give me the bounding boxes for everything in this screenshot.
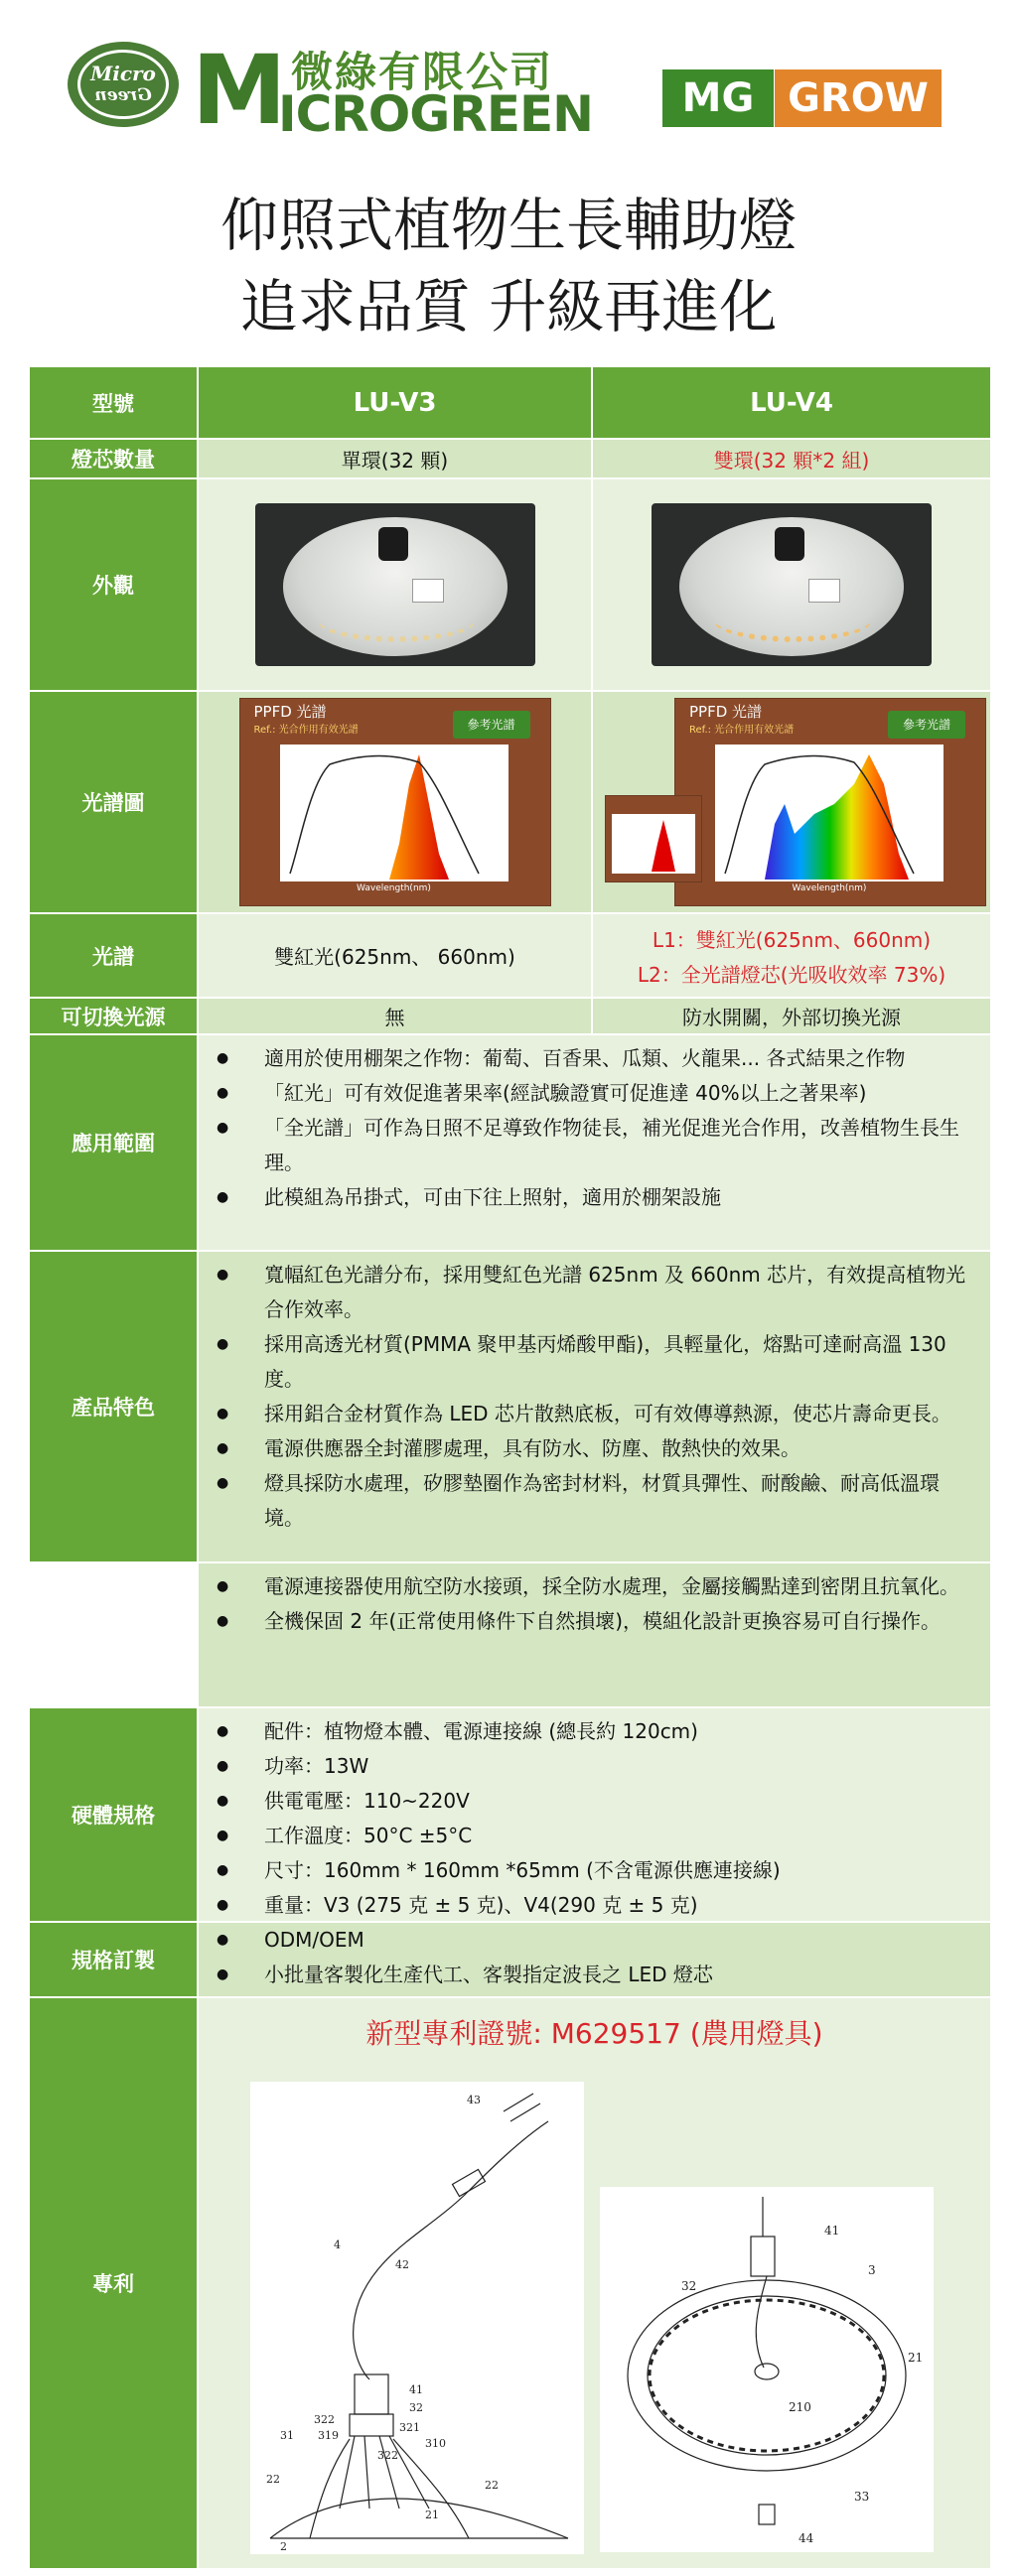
row-patent <box>30 1996 990 2568</box>
brand-english: ICROGREEN <box>278 85 594 143</box>
list-item: ● 工作溫度：50°C ±5°C <box>217 1819 978 1853</box>
row-usage <box>30 1033 990 1250</box>
features-list-2 <box>199 1563 990 1706</box>
row-model <box>30 367 990 438</box>
spectrum-v4-l2: L2：全光譜燈芯(光吸收效率 73%) <box>637 962 946 987</box>
label-32: 32 <box>681 2279 697 2293</box>
spectrum-thumbnail-v4 <box>605 795 702 882</box>
model-v4: LU-V4 <box>593 367 990 438</box>
label-21: 21 <box>908 2351 924 2365</box>
spectrum-v4-cell <box>593 692 990 912</box>
label-32: 32 <box>409 2401 423 2414</box>
spectrum-chart-v4: PPFD 光譜 Ref.: 光合作用有效光譜 參考光譜 Wavelength(nm) <box>674 698 986 906</box>
label-41: 41 <box>824 2224 840 2237</box>
list-item: ● 全機保固 2 年(正常使用條件下自然損壞)，模組化設計更換容易可自行操作。 <box>217 1604 978 1639</box>
label-2: 2 <box>280 2540 287 2553</box>
list-item: ● 電源供應器全封灌膠處理，具有防水、防塵、散熱快的效果。 <box>217 1431 978 1466</box>
label-31: 31 <box>280 2429 294 2442</box>
label-22b: 22 <box>485 2479 499 2492</box>
label-41: 41 <box>409 2383 423 2396</box>
model-v3: LU-V3 <box>199 367 593 438</box>
row-spectrum-chart <box>30 690 990 912</box>
label-model: 型號 <box>30 367 199 438</box>
features-list <box>199 1252 990 1561</box>
label-3: 3 <box>868 2263 876 2277</box>
lamp-photo-v4 <box>652 503 932 666</box>
label-321: 321 <box>399 2421 420 2434</box>
spectrum-v4-l1: L1：雙紅光(625nm、660nm) <box>652 927 932 952</box>
row-hardware <box>30 1706 990 1921</box>
label-patent: 專利 <box>30 1998 199 2568</box>
row-appearance <box>30 477 990 690</box>
hardware-list <box>199 1708 990 1921</box>
list-item: ● 「紅光」可有效促進著果率(經試驗證實可促進達 40%以上之著果率) <box>217 1076 978 1111</box>
label-22: 22 <box>266 2473 280 2486</box>
patent-number: 新型專利證號: M629517 (農用燈具) <box>365 2017 823 2050</box>
list-item: ● 電源連接器使用航空防水接頭，採全防水處理，金屬接觸點達到密閉且抗氧化。 <box>217 1569 978 1604</box>
patent-drawing-side <box>250 2082 584 2554</box>
row-switch <box>30 997 990 1033</box>
list-item: ● 配件：植物燈本體、電源連接線 (總長約 120cm) <box>217 1714 978 1749</box>
label-33: 33 <box>854 2490 870 2504</box>
label-43: 43 <box>467 2094 481 2106</box>
switch-v4: 防水開關，外部切換光源 <box>593 999 990 1033</box>
photo-v4-cell <box>593 479 990 690</box>
list-item: ● 採用鋁合金材質作為 LED 芯片散熱底板，可有效傳導熱源，使芯片壽命更長。 <box>217 1397 978 1431</box>
label-hardware: 硬體規格 <box>30 1708 199 1921</box>
chips-v4: 雙環(32 顆*2 組) <box>593 440 990 477</box>
spectrum-chart-v3: PPFD 光譜 Ref.: 光合作用有效光譜 參考光譜 Wavelength(nm) <box>239 698 551 906</box>
label-310: 310 <box>425 2437 446 2450</box>
microgreen-logo-icon: Micro Green <box>68 42 179 127</box>
spec-table <box>30 367 990 2568</box>
label-spectrum-chart: 光譜圖 <box>30 692 199 912</box>
row-order <box>30 1921 990 1996</box>
photo-v3-cell <box>199 479 593 690</box>
list-item: ● 寬幅紅色光譜分布，採用雙紅色光譜 625nm 及 660nm 芯片，有效提高植物光合作效率。 <box>217 1258 978 1327</box>
row-features-continued <box>199 1561 990 1706</box>
list-item: ● 重量：V3 (275 克 ± 5 克)、V4(290 克 ± 5 克) <box>217 1888 978 1923</box>
brand-chinese: 微綠有限公司 <box>291 48 554 96</box>
spectrum-v3-cell <box>199 692 593 912</box>
switch-v3: 無 <box>199 999 593 1033</box>
label-322b: 322 <box>377 2449 398 2462</box>
page-title: 仰照式植物生長輔助燈 <box>219 192 797 259</box>
brand-m: M <box>192 35 287 146</box>
row-chips <box>30 438 990 477</box>
list-item: ● ODM/OEM <box>217 1923 978 1958</box>
list-item: ● 功率：13W <box>217 1749 978 1784</box>
label-4: 4 <box>334 2238 341 2251</box>
label-44: 44 <box>799 2531 814 2545</box>
list-item: ● 燈具採防水處理，矽膠墊圈作為密封材料，材質具彈性、耐酸鹼、耐高低溫環境。 <box>217 1466 978 1536</box>
label-order: 規格訂製 <box>30 1923 199 1996</box>
list-item: ● 尺寸：160mm * 160mm *65mm (不含電源供應連接線) <box>217 1853 978 1888</box>
list-item: ● 「全光譜」可作為日照不足導致作物徒長，補光促進光合作用，改善植物生長生理。 <box>217 1111 978 1180</box>
label-switch: 可切換光源 <box>30 999 199 1033</box>
label-appearance: 外觀 <box>30 479 199 690</box>
lamp-photo-v3 <box>255 503 535 666</box>
label-319: 319 <box>318 2429 339 2442</box>
list-item: ● 此模組為吊掛式，可由下往上照射，適用於棚架設施 <box>217 1180 978 1215</box>
mg-logo: MG <box>662 69 774 127</box>
header <box>0 0 1017 149</box>
label-features: 產品特色 <box>30 1252 199 1561</box>
label-usage: 應用範圍 <box>30 1035 199 1250</box>
list-item: ● 供電電壓：110~220V <box>217 1784 978 1819</box>
label-21: 21 <box>425 2508 439 2521</box>
list-item: ● 適用於使用棚架之作物：葡萄、百香果、瓜類、火龍果... 各式結果之作物 <box>217 1041 978 1076</box>
label-322: 322 <box>314 2413 335 2426</box>
list-item: ● 小批量客製化生產代工、客製指定波長之 LED 燈芯 <box>217 1958 978 1992</box>
label-42: 42 <box>395 2258 409 2271</box>
page-subtitle: 追求品質 升級再進化 <box>239 273 778 340</box>
spectrum-v3: 雙紅光(625nm、 660nm) <box>199 914 593 997</box>
row-features <box>30 1250 990 1561</box>
patent-drawing-top <box>600 2187 934 2552</box>
chips-v3: 單環(32 顆) <box>199 440 593 477</box>
label-spectrum: 光譜 <box>30 914 199 997</box>
row-spectrum <box>30 912 990 997</box>
usage-list <box>199 1035 990 1250</box>
spectrum-v4 <box>593 914 990 997</box>
label-210: 210 <box>789 2400 811 2414</box>
list-item: ● 採用高透光材質(PMMA 聚甲基丙烯酸甲酯)，具輕量化，熔點可達耐高溫 130 度。 <box>217 1327 978 1397</box>
grow-logo: GROW <box>775 69 942 127</box>
order-list <box>199 1923 990 1996</box>
label-chips: 燈芯數量 <box>30 440 199 477</box>
